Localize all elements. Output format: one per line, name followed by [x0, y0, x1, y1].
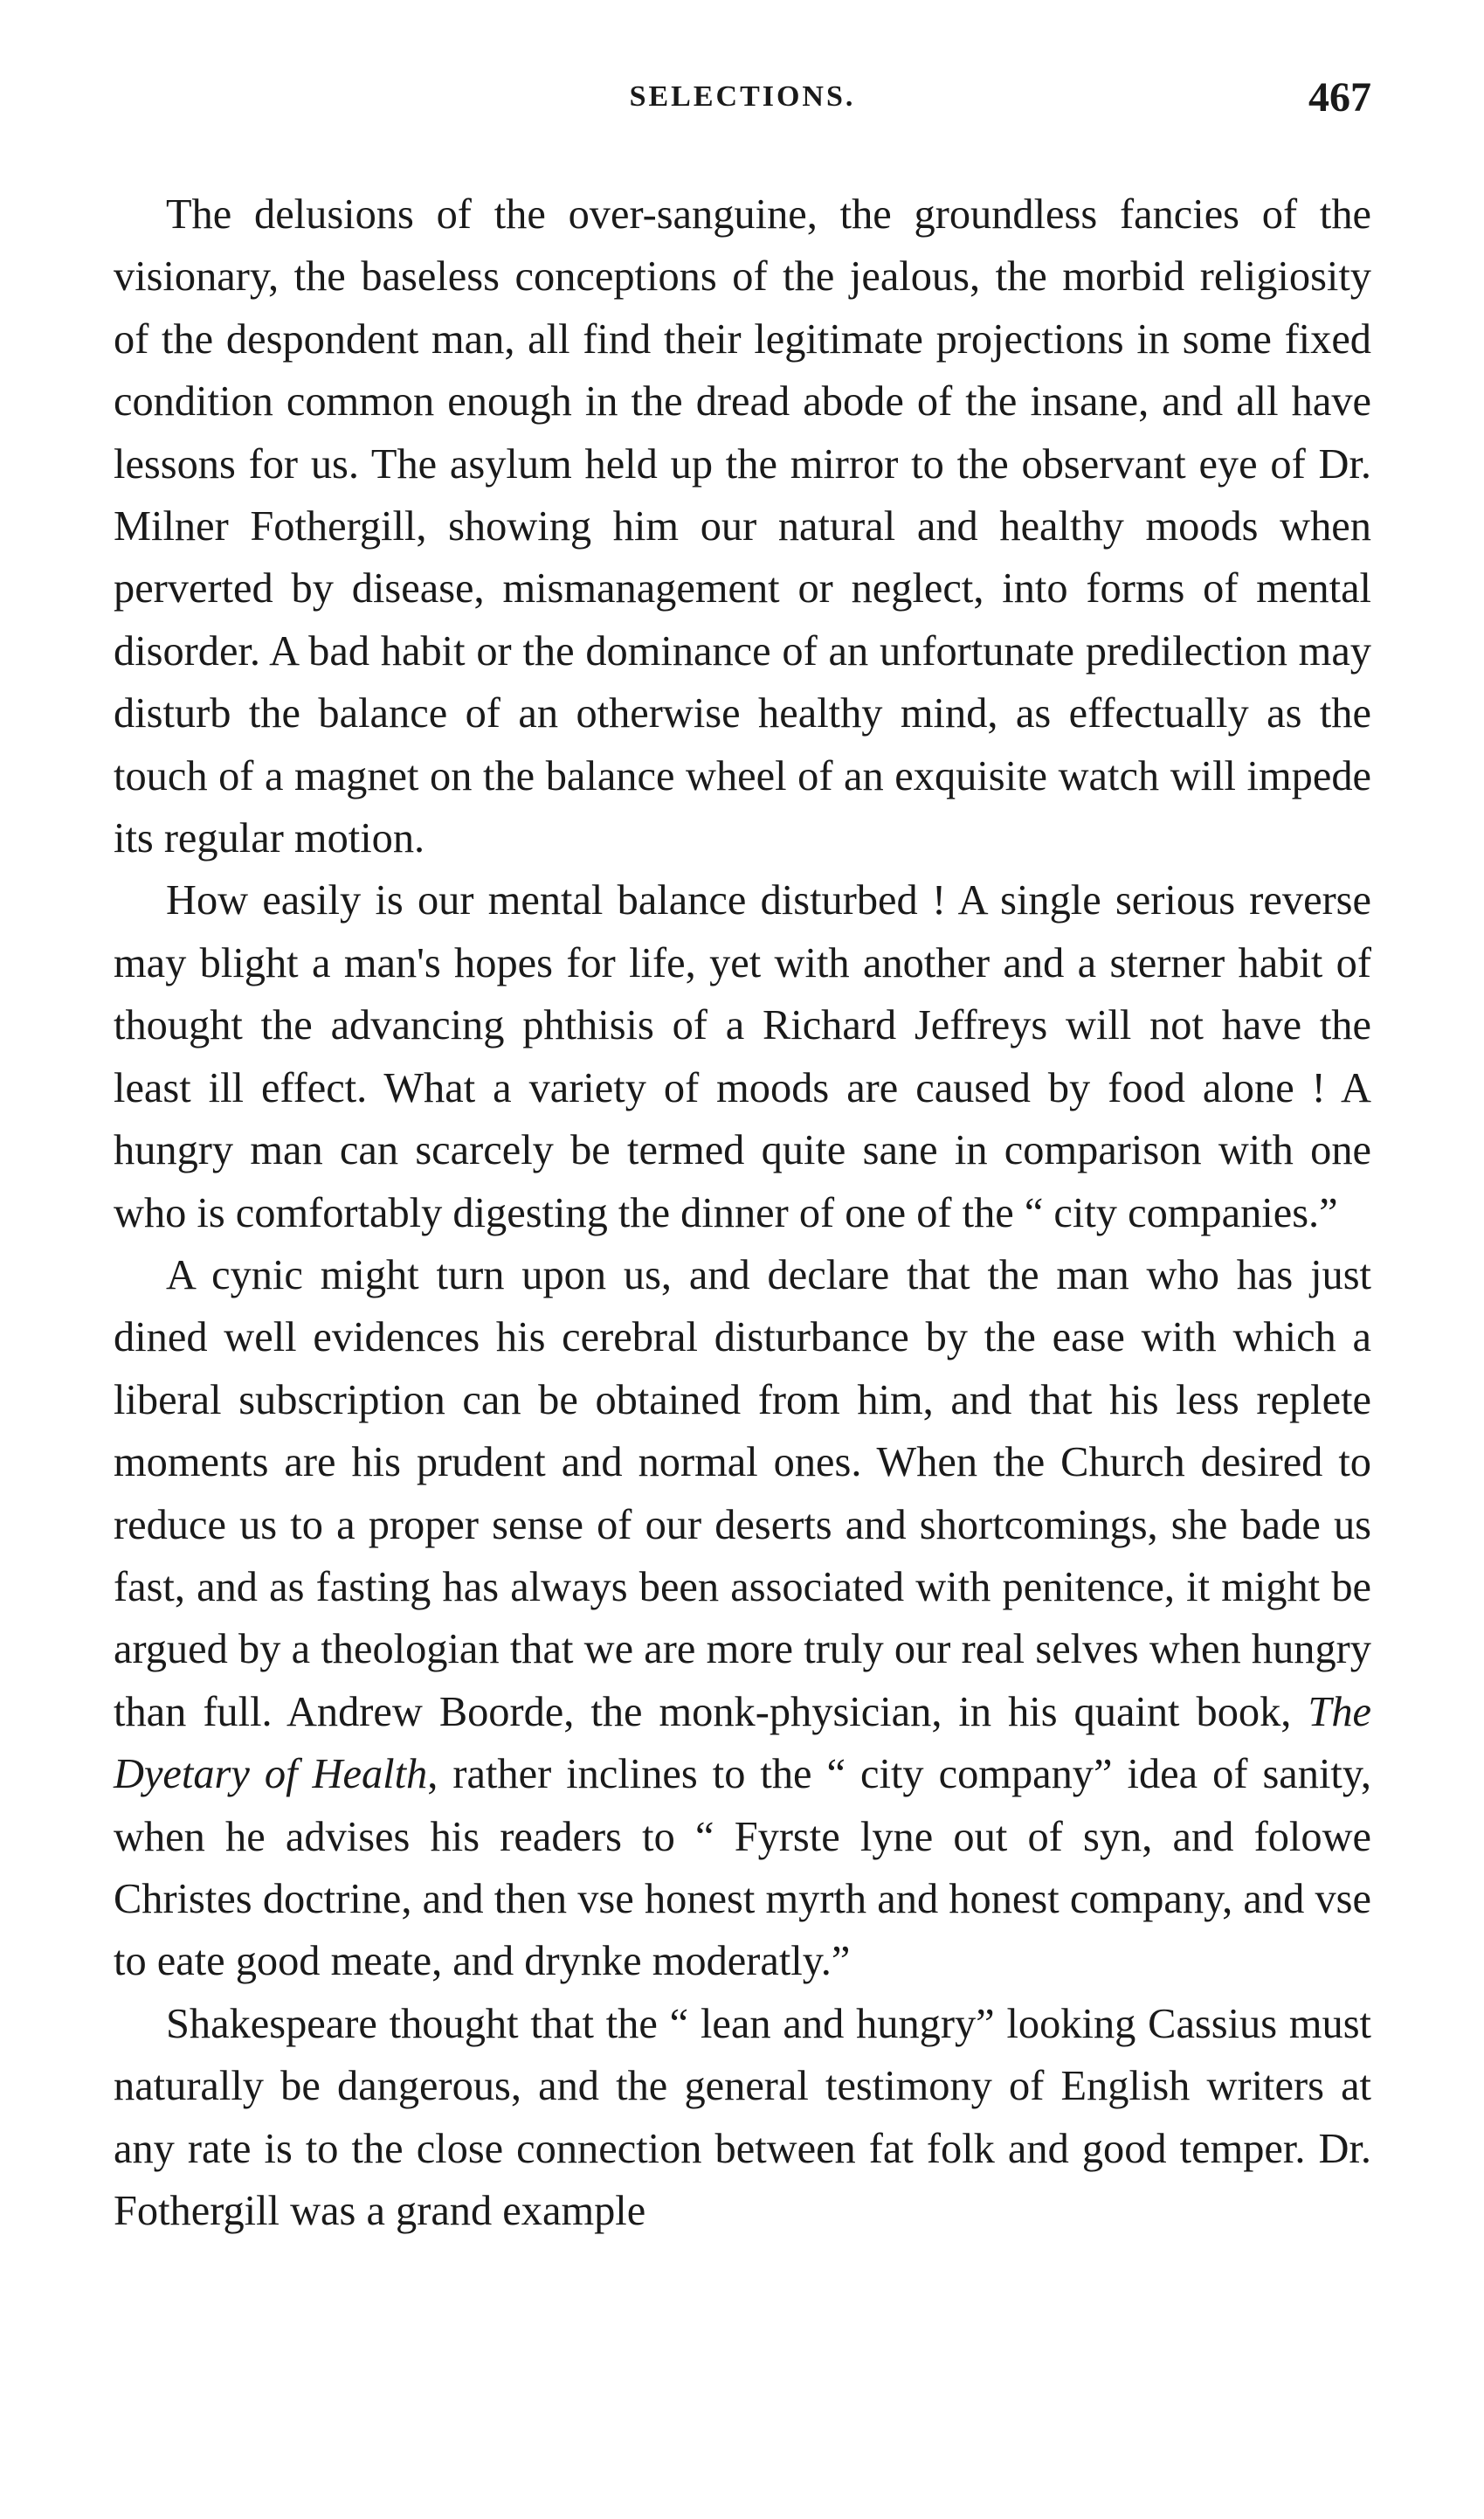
paragraph-3-text-a: A cynic might turn upon us, and declare that the man who has just dined well evidences his cerebral disturbance by the ease with which a liberal subscription can be obtained from him, and that his less replete moments are his prudent and normal ones. When the Church desired to reduce us to a proper sense of our deserts and shortcomings, she bade us fast, and as fasting has always been associated with penitence, it might be argued by a theologian that we are more truly our real selves when hungry than full. Andrew Boorde, the monk-physician, in his quaint book,: [114, 1251, 1371, 1735]
paragraph-4: Shakespeare thought that the “ lean and hungry” looking Cassius must naturally be dangerous, and the general testimony of English writers at any rate is to the close connection between fat folk and good temper. Dr. Fothergill was a grand example: [114, 2000, 1371, 2234]
paragraph-1: The delusions of the over-sanguine, the groundless fancies of the visionary, the baseless conceptions of the jealous, the morbid religiosity of the despondent man, all find their legitimate projections in some fixed condition common enough in the dread abode of the insane, and all have lessons for us. The asylum held up the mirror to the observant eye of Dr. Milner Fothergill, showing him our natural and healthy moods when perverted by disease, mismanagement or neglect, into forms of mental disorder. A bad habit or the dominance of an unfortunate predilection may disturb the balance of an otherwise healthy mind, as effectually as the touch of a magnet on the balance wheel of an exquisite watch will impede its regular motion.: [114, 191, 1371, 862]
paragraph-3-text-b: , rather inclines to the “ city company” idea of sanity, when he advises his readers to “ Fyrste lyne out of syn, and folowe Christes doctrine, and then vse honest myrth and honest company, and vse to eate good meate, and drynke moderatly.”: [114, 1751, 1371, 1985]
running-title: SELECTIONS.: [629, 80, 856, 113]
running-head: [114, 74, 1371, 142]
page-number: 467: [1308, 74, 1371, 121]
paragraph-2: How easily is our mental balance disturbed ! A single serious reverse may blight a man's hopes for life, yet with another and a sterner habit of thought the advancing phthisis of a Richard Jeffreys will not have the least ill effect. What a variety of moods are caused by food alone ! A hungry man can scarcely be termed quite sane in comparison with one who is comfortably digesting the dinner of one of the “ city companies.”: [114, 877, 1371, 1236]
body-text: [114, 183, 1371, 2242]
paragraph-3: [114, 1244, 1371, 1993]
book-title: The Dyetary of Health: [114, 1688, 1371, 1798]
